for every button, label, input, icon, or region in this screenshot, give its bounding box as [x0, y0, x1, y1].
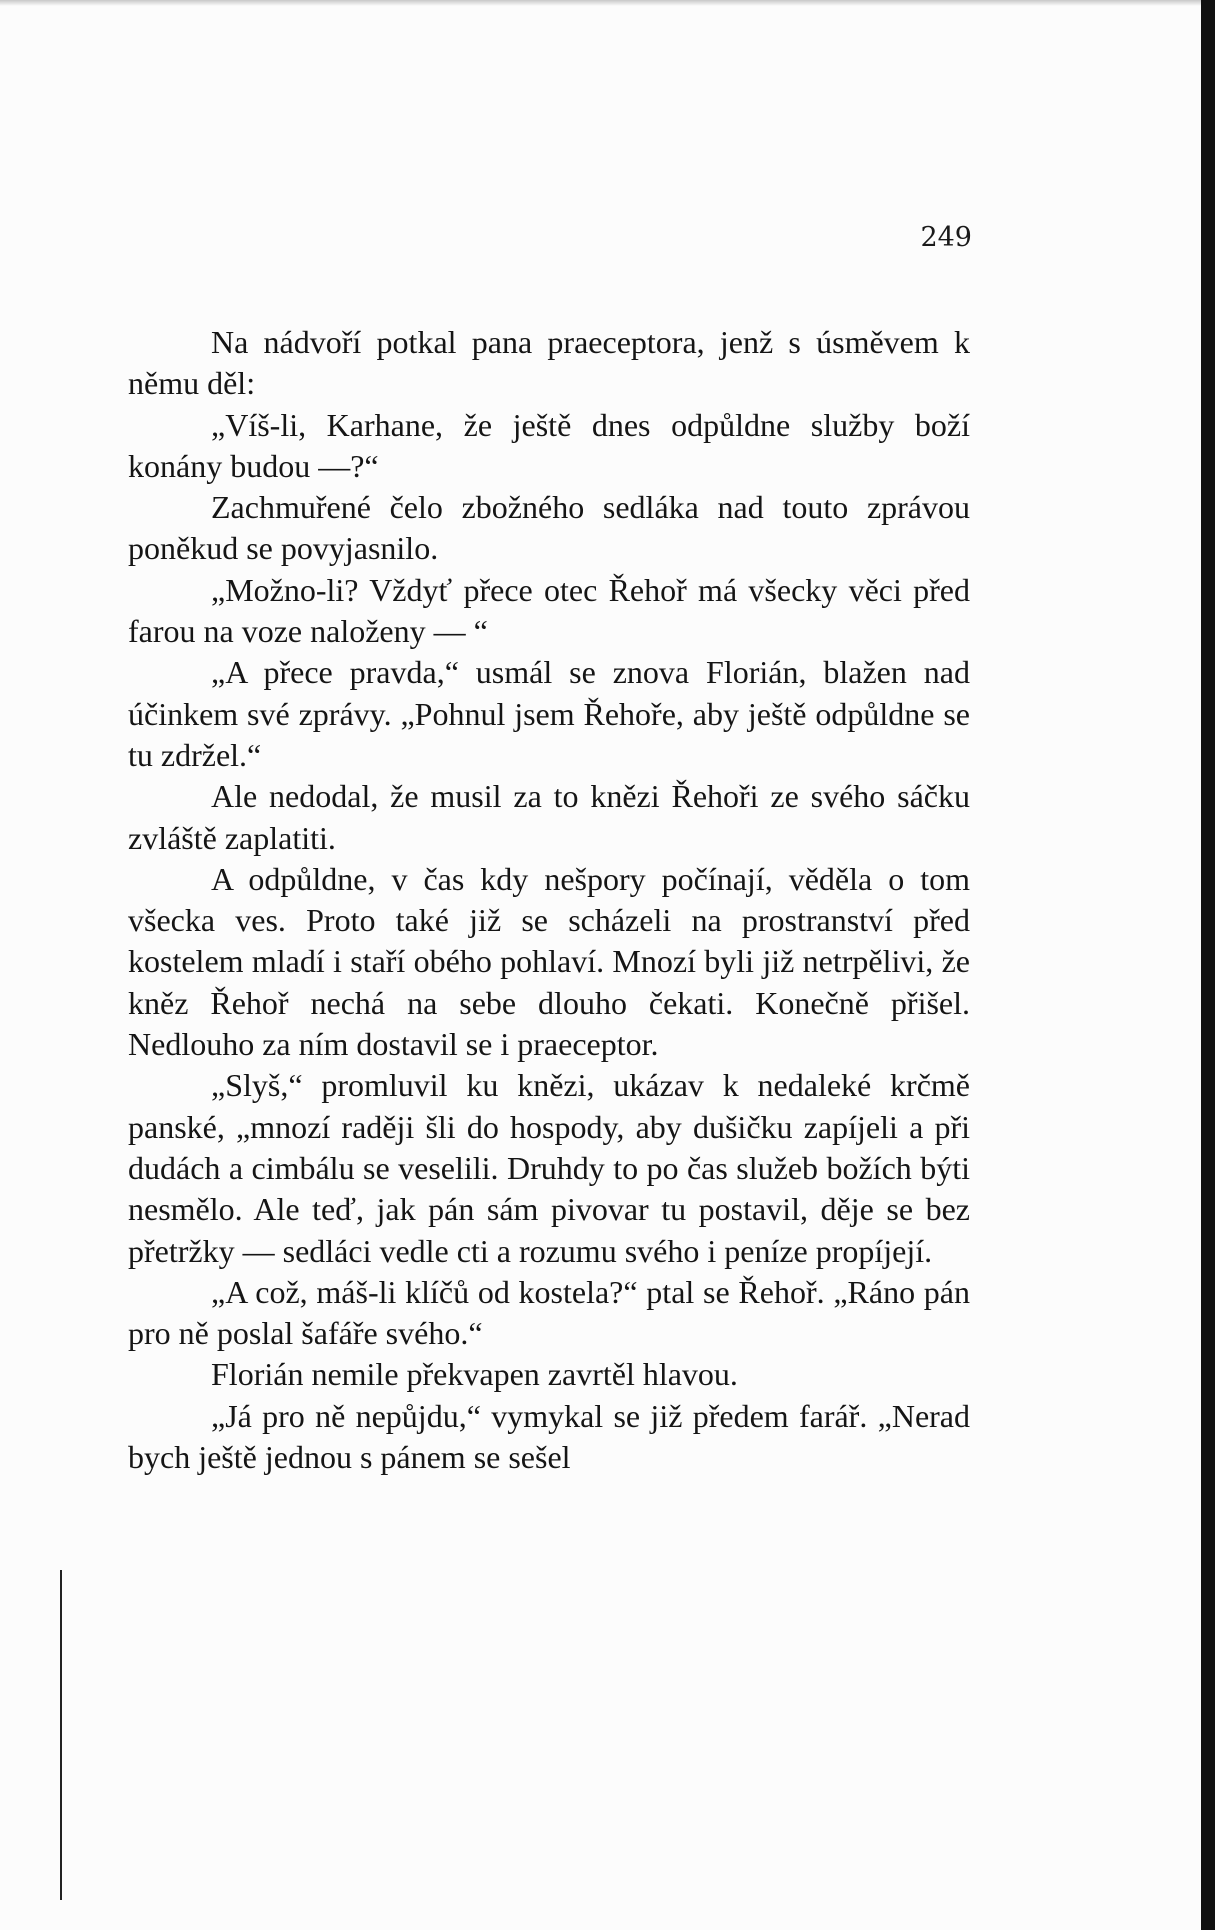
page-number: 249 [920, 222, 972, 253]
paragraph-10: Florián nemile překvapen zavrtěl hlavou. [211, 1356, 738, 1393]
paragraph-7: A odpůldne, v čas kdy nešpory počínají, věděla o tom všecka ves. Proto také již se scházeli na prostranství před kostelem mladí i staří obého pohlaví. Mnozí byli již netrpělivi, že kněz Řehoř nechá na sebe dlouho čekati. Konečně přišel. Nedlouho za ním dostavil se i praeceptor. [128, 860, 970, 1063]
paragraph-3: Zachmuřené čelo zbožného sedláka nad touto zprávou poněkud se povyjasnilo. [128, 489, 970, 567]
paragraph-6: Ale nedodal, že musil za to knězi Řehoři ze svého sáčku zvláště zaplatiti. [128, 778, 970, 856]
margin-scan-mark [60, 1570, 62, 1900]
body-text [128, 322, 970, 1478]
paragraph-2: „Víš-li, Karhane, že ještě dnes odpůldne služby boží konány budou —?“ [128, 406, 970, 484]
paragraph-8: „Slyš,“ promluvil ku knězi, ukázav k nedaleké krčmě panské, „mnozí raději šli do hospody, aby dušičku zapíjeli a při dudách a cimbálu se veselili. Druhdy to po čas služeb božích býti nesmělo. Ale teď, jak pán sám pivovar tu postavil, děje se bez přetržky — sedláci vedle cti a rozumu svého i peníze propíjejí. [128, 1067, 970, 1269]
paragraph-5: „A přece pravda,“ usmál se znova Florián, blažen nad účinkem své zprávy. „Pohnul jsem Řehoře, aby ještě odpůldne se tu zdržel.“ [128, 654, 970, 773]
page-right-edge [1201, 0, 1215, 1930]
paragraph-11: „Já pro ně nepůjdu,“ vymykal se již předem farář. „Nerad bych ještě jednou s pánem se sešel [128, 1397, 970, 1476]
page-top-edge [0, 0, 1215, 6]
paragraph-1: Na nádvoří potkal pana praeceptora, jenž s úsměvem k němu děl: [128, 324, 970, 402]
paragraph-4: „Možno-li? Vždyť přece otec Řehoř má všecky věci před farou na voze naloženy — “ [128, 571, 970, 650]
paragraph-9: „A což, máš-li klíčů od kostela?“ ptal se Řehoř. „Ráno pán pro ně poslal šafáře svého.“ [128, 1273, 970, 1352]
